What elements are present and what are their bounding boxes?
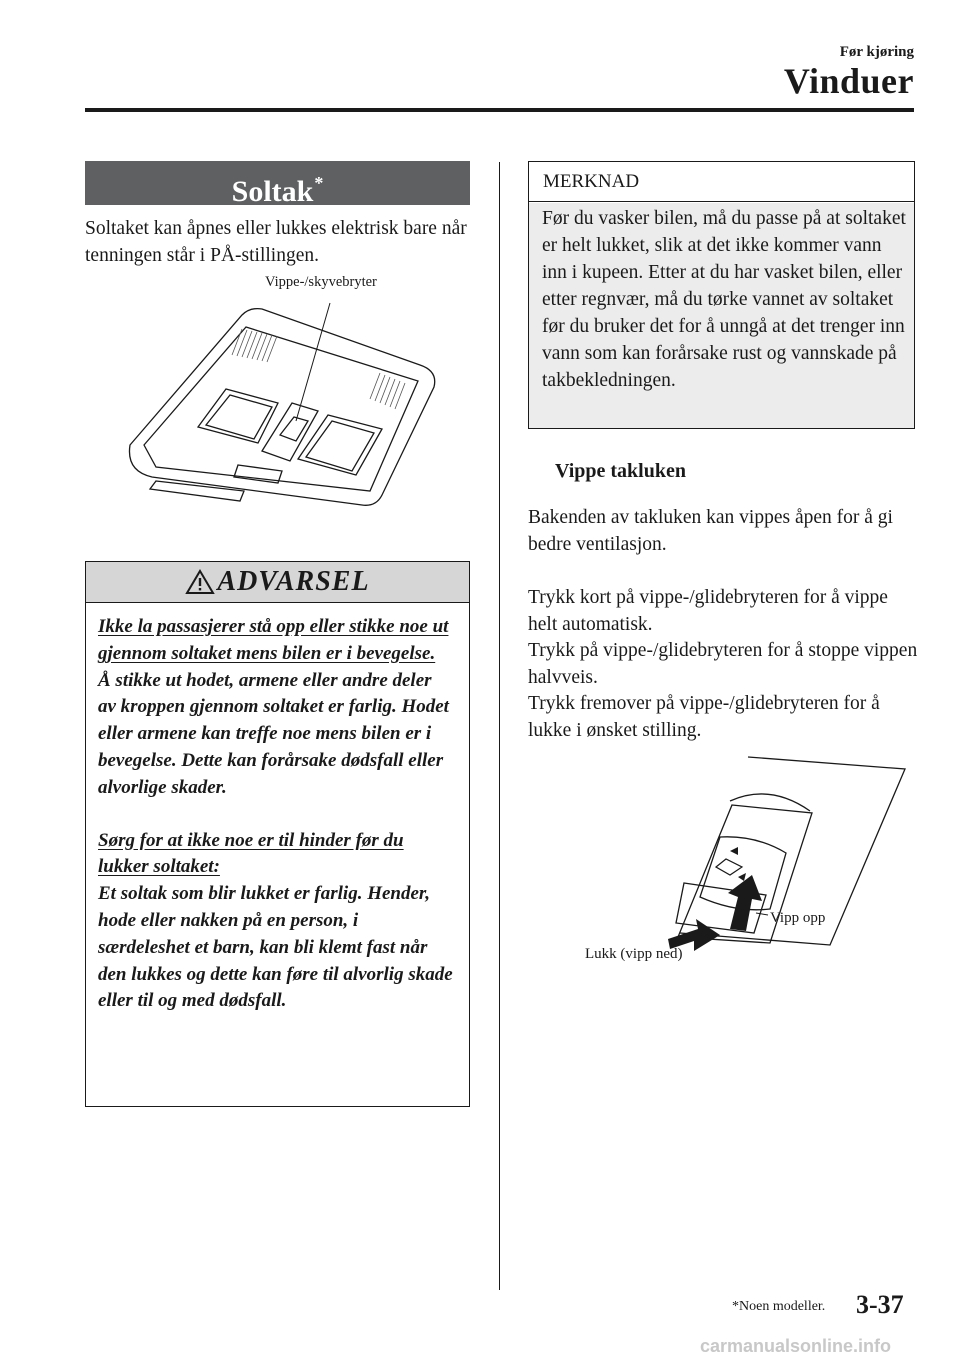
warning-text-2: Et soltak som blir lukket er farlig. Hender, hode eller nakken på en person, i særdeleshet et barn, kan bli klemt fast når den lukkes og dette kan føre til alvorlig skade eller til og med dødsfall. — [98, 883, 453, 1012]
lower-strip — [150, 481, 244, 501]
column-divider — [499, 162, 500, 1290]
warning-triangle-icon — [185, 569, 215, 595]
note-heading: MERKNAD — [529, 162, 914, 202]
section-label: Før kjøring — [839, 44, 914, 60]
tilt-instruction: Trykk kort på vippe-/glidebryteren for å vippe helt automatisk. — [528, 587, 888, 635]
tilt-instruction: Trykk på vippe-/glidebryteren for å stoppe vippen halvveis. — [528, 640, 918, 688]
tilt-switch-illustration — [580, 755, 910, 965]
label-tilt-down: Lukk (vipp ned) — [585, 946, 683, 962]
tilt-instruction: Trykk fremover på vippe-/glidebryteren for å lukke i ønsket stilling. — [528, 693, 880, 741]
label-leader — [756, 913, 768, 915]
callout-leader — [296, 303, 330, 421]
switch-callout-label: Vippe-/skyvebryter — [265, 274, 377, 290]
note-box — [528, 161, 915, 429]
sunroof-title-bar — [85, 161, 470, 208]
tilt-heading: Vippe takluken — [555, 460, 686, 482]
sunroof-intro: Soltaket kan åpnes eller lukkes elektrisk bare når tenningen står i PÅ-stillingen. — [85, 218, 467, 266]
warning-lead-2: Sørg for at ikke noe er til hinder før du lukker soltaket: — [98, 829, 404, 878]
chapter-title: Vinduer — [783, 61, 914, 101]
warning-header — [86, 562, 469, 603]
warning-body — [98, 614, 453, 1015]
header-rule — [85, 108, 914, 112]
sunroof-title: Soltak — [231, 175, 314, 208]
warning-heading: ADVARSEL — [217, 566, 370, 597]
tilt-intro: Bakenden av takluken kan vippes åpen for å gi bedre ventilasjon. — [528, 507, 893, 555]
footnote: *Noen modeller. — [732, 1299, 826, 1314]
warning-text-1: Å stikke ut hodet, armene eller andre deler av kroppen gjennom soltaket er farlig. Hodet eller armene kan treffe noe mens bilen er i bevegelse. Dette kan forårsake dødsfall eller alvorlige skader. — [98, 669, 449, 798]
tilt-symbol — [716, 859, 742, 875]
page-number: 3-37 — [856, 1290, 904, 1319]
warning-box — [85, 561, 470, 1107]
warning-lead-1: Ikke la passasjerer stå opp eller stikke noe ut gjennom soltaket mens bilen er i bevegelse. — [98, 616, 449, 664]
tilt-instructions — [528, 585, 918, 744]
label-tilt-up: Vipp opp — [770, 910, 826, 926]
footnote-mark: * — [314, 173, 324, 193]
console-inner — [144, 327, 418, 491]
overhead-console-illustration — [120, 295, 450, 535]
note-body: Før du vasker bilen, må du passe på at soltaket er helt lukket, slik at det ikke kommer vann inn i kupeen. Etter at du har vasket bilen, eller etter regnvær, må du tørke vannet av soltaket før du bruker det for å unngå at det trenger inn vann som kan forårsake rust og vannskade på takbekledningen. — [529, 203, 914, 428]
watermark: carmanualsonline.info — [700, 1336, 892, 1356]
